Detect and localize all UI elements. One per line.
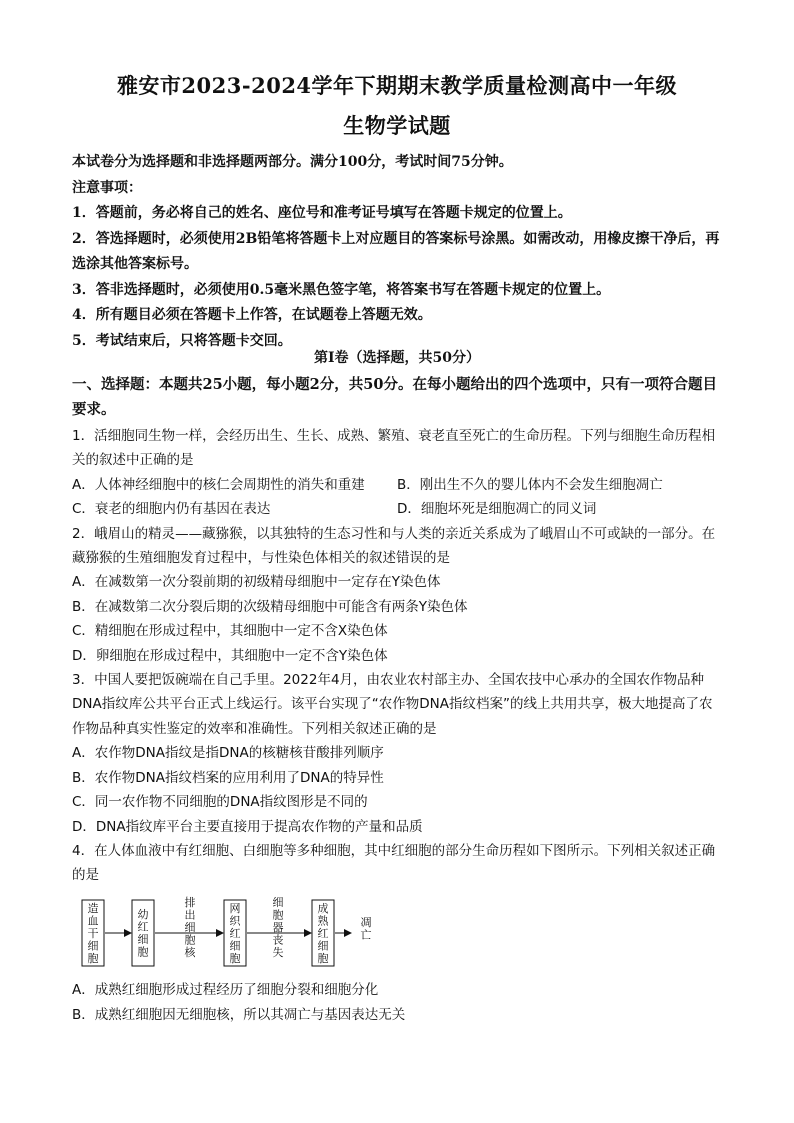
option: A．成熟红细胞形成过程经历了细胞分裂和细胞分化: [72, 982, 379, 998]
note-item: 3．答非选择题时，必须使用0.5毫米黑色签字笔，将答案书写在答题卡规定的位置上。: [72, 281, 611, 298]
diagram-box-label: 网织红细胞: [229, 901, 241, 965]
section-intro: 一、选择题：本题共25小题，每小题2分，共50分。在每小题给出的四个选项中，只有一项符合题目要求。: [72, 376, 717, 418]
note-item: 4．所有题目必须在答题卡上作答，在试题卷上答题无效。: [72, 307, 432, 323]
option: A．农作物DNA指纹是指DNA的核糖核苷酸排列顺序: [72, 745, 384, 762]
intro-text: 本试卷分为选择题和非选择题两部分。满分100分，考试时间75分钟。: [72, 154, 513, 170]
option: D．卵细胞在形成过程中，其细胞中一定不含Y染色体: [72, 647, 388, 664]
question-4-options: [72, 978, 722, 1028]
note-item: 2．答选择题时，必须使用2B铅笔将答题卡上对应题目的答案标号涂黑。如需改动，用橡皮擦干净后，再选涂其他答案标号。: [72, 230, 720, 272]
question-stem: 3．中国人要把饭碗端在自己手里。2022年4月，由农业农村部主办、全国农技中心承办的全国农作物品种DNA指纹库公共平台正式上线运行。该平台实现了“农作物DNA指纹档案”的线上共用共享，极大地提高了农作物品种真实性鉴定的效率和准确性。下列相关叙述正确的是: [72, 672, 713, 737]
red-blood-cell-diagram: [80, 894, 410, 974]
question-stem: 4．在人体血液中有红细胞、白细胞等多种细胞，其中红细胞的部分生命历程如下图所示。下列相关叙述正确的是: [72, 842, 716, 884]
option: C．衰老的细胞内仍有基因在表达: [72, 501, 271, 518]
question-stem: 2．峨眉山的精灵——藏猕猴，以其独特的生态习性和与人类的亲近关系成为了峨眉山不可或缺的一部分。在藏猕猴的生殖细胞发育过程中，与性染色体相关的叙述错误的是: [72, 525, 716, 567]
option: B．成熟红细胞因无细胞核，所以其凋亡与基因表达无关: [72, 1007, 406, 1023]
diagram-box-label: 造血干细胞: [87, 901, 99, 965]
option-row: [72, 473, 722, 497]
exam-title: 雅安市2023-2024学年下期期末教学质量检测高中一年级: [116, 73, 678, 98]
diagram-step-label: 凋亡: [360, 916, 372, 942]
option: D．细胞坏死是细胞凋亡的同义词: [397, 501, 597, 518]
option: C．精细胞在形成过程中，其细胞中一定不含X染色体: [72, 623, 388, 640]
option: B．刚出生不久的婴儿体内不会发生细胞凋亡: [397, 476, 663, 493]
option: D．DNA指纹库平台主要直接用于提高农作物的产量和品质: [72, 818, 423, 835]
diagram-box-label: 幼红细胞: [137, 908, 149, 959]
instructions-block: [72, 150, 722, 354]
part-title: 第Ⅰ卷（选择题，共50分）: [313, 350, 481, 366]
diagram-step-label: 排出细胞核: [184, 896, 196, 959]
exam-subtitle: 生物学试题: [343, 113, 451, 138]
option: C．同一农作物不同细胞的DNA指纹图形是不同的: [72, 794, 368, 811]
question-stem: 1．活细胞同生物一样，会经历出生、生长、成熟、繁殖、衰老直至死亡的生命历程。下列与细胞生命历程相关的叙述中正确的是: [72, 428, 716, 469]
option: B．农作物DNA指纹档案的应用利用了DNA的特异性: [72, 769, 384, 786]
note-item: 5．考试结束后，只将答题卡交回。: [72, 332, 292, 349]
option: A．人体神经细胞中的核仁会周期性的消失和重建: [72, 476, 365, 493]
notes-heading: 注意事项：: [72, 179, 142, 196]
option-row: [72, 497, 722, 521]
option: A．在减数第一次分裂前期的初级精母细胞中一定存在Y染色体: [72, 574, 441, 591]
diagram-box-label: 成熟红细胞: [317, 901, 329, 965]
diagram-step-label: 细胞器丧失: [272, 896, 284, 959]
questions-block: [72, 424, 722, 888]
note-item: 1．答题前，务必将自己的姓名、座位号和准考证号填写在答题卡规定的位置上。: [72, 205, 572, 221]
option: B．在减数第二次分裂后期的次级精母细胞中可能含有两条Y染色体: [72, 598, 468, 615]
